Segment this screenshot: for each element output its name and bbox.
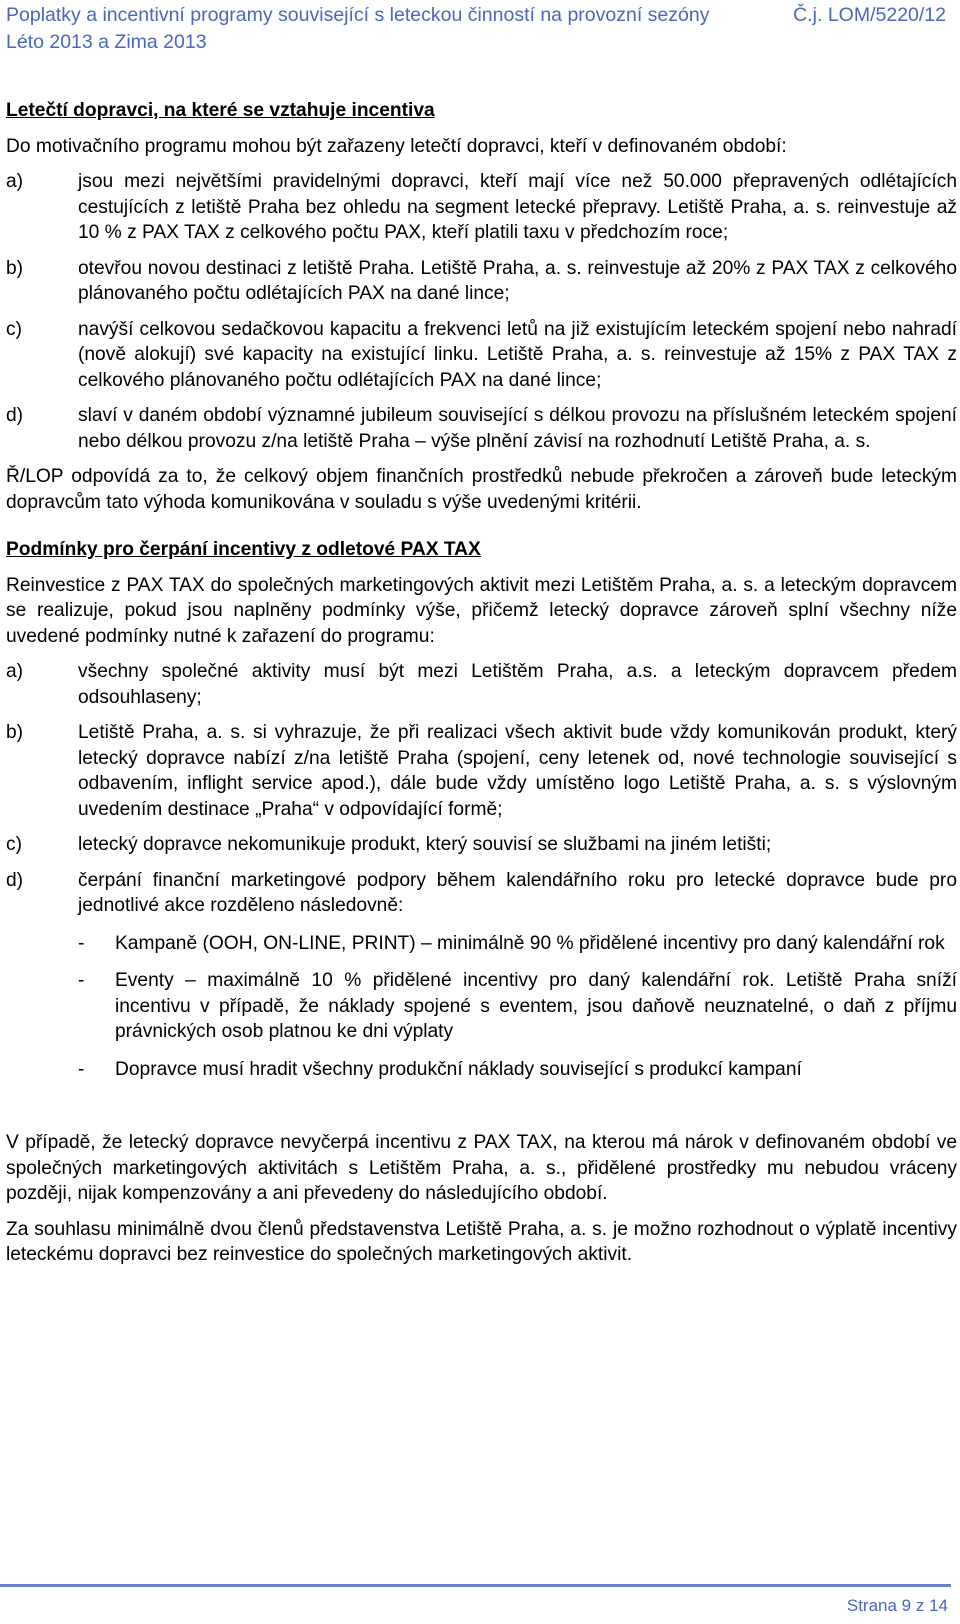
list-item-label: a): [6, 171, 24, 192]
list-item-text: slaví v daném období významné jubileum související s délkou provozu na příslušném leteckém spojení nebo délkou provozu z/na letiště Praha – výše plnění závisí na rozhodnutí Letiště Praha, a. s.: [78, 405, 957, 452]
sub-list-item: [6, 931, 957, 957]
list-item-label: b): [6, 722, 24, 743]
page-content: [6, 98, 957, 1268]
list-item-text: Letiště Praha, a. s. si vyhrazuje, že při realizaci všech aktivit bude vždy komunikován produkt, který letecký dopravce nabízí z/na letiště Praha (spojení, ceny letenek od, nové technologie související s odbavením, inflight service apod.), dále bude vždy umístěno logo Letiště Praha, a. s. s výslovným uvedením destinace „Praha“ v odpovídající formě;: [78, 722, 957, 820]
list-item-label: a): [6, 661, 24, 682]
list-item-label: b): [6, 257, 24, 279]
list-item: [6, 403, 957, 454]
list-item-label: c): [6, 834, 22, 855]
list-item: [6, 169, 957, 246]
list-item-label: d): [6, 405, 24, 426]
list-item: [6, 256, 957, 307]
document-reference: Č.j. LOM/5220/12: [793, 4, 946, 26]
sub-list-text: Eventy – maximálně 10 % přidělené incentivy pro daný kalendářní rok. Letiště Praha sníží incentivu v případě, že náklady spojené s eventem, jsou daňově neuznatelné, o daň z příjmu právnických osob platnou ke dni výplaty: [115, 970, 957, 1042]
list-item-text: čerpání finanční marketingové podpory během kalendářního roku pro letecké dopravce bude pro jednotlivé akce rozděleno následovně:: [78, 869, 957, 916]
sub-list-dash: -: [78, 932, 85, 954]
list-item: [6, 659, 957, 710]
section-title-conditions: Podmínky pro čerpání incentivy z odletové PAX TAX: [6, 539, 481, 560]
sub-list-dash: -: [78, 1058, 85, 1080]
list-item: [6, 832, 957, 858]
list-item-label: c): [6, 318, 22, 340]
sub-list-dash: -: [78, 970, 85, 991]
list-item: [6, 720, 957, 822]
section-intro: Reinvestice z PAX TAX do společných marketingových aktivit mezi Letištěm Praha, a. s. a leteckým dopravcem se realizuje, pokud jsou naplněny podmínky výše, přičemž letecký dopravce zároveň splní všechny níže uvedené podmínky nutné k zařazení do programu:: [6, 574, 957, 647]
sub-list-item: [6, 968, 957, 1045]
document-title: Poplatky a incentivní programy související s leteckou činností na provozní sezóny Léto 2013 a Zima 2013: [6, 4, 710, 53]
list-item-text: otevřou novou destinaci z letiště Praha. Letiště Praha, a. s. reinvestuje až 20% z PAX TAX z celkového plánovaného počtu odlétajících PAX na dané lince;: [78, 257, 957, 304]
footer-divider: [0, 1584, 951, 1587]
list-item-label: d): [6, 869, 24, 891]
paragraph-board-approval: Za souhlasu minimálně dvou členů představenstva Letiště Praha, a. s. je možno rozhodnout o výplatě incentivy leteckému dopravci bez reinvestice do společných marketingových aktivit.: [6, 1218, 957, 1265]
section-closing: Ř/LOP odpovídá za to, že celkový objem finančních prostředků nebude překročen a zároveň bude leteckým dopravcům tato výhoda komunikována v souladu s výše uvedenými kritérii.: [6, 466, 957, 513]
sub-list-text: Dopravce musí hradit všechny produkční náklady související s produkcí kampaní: [115, 1058, 802, 1080]
list-item-text: letecký dopravce nekomunikuje produkt, který souvisí se službami na jiném letišti;: [78, 834, 772, 855]
section-intro: Do motivačního programu mohou být zařazeny letečtí dopravci, kteří v definovaném období:: [6, 135, 787, 157]
section-title-carriers: Letečtí dopravci, na které se vztahuje incentiva: [6, 100, 435, 121]
list-item: [6, 868, 957, 919]
paragraph-unused-incentive: V případě, že letecký dopravce nevyčerpá incentivu z PAX TAX, na kterou má nárok v definovaném období ve společných marketingových aktivitách s Letištěm Praha, a. s., přidělené prostředky mu nebudou vráceny později, nijak kompenzovány a ani převedeny do následujícího období.: [6, 1132, 957, 1204]
list-item-text: jsou mezi největšími pravidelnými dopravci, kteří mají více než 50.000 přepravených odlétajících cestujících z letiště Praha bez ohledu na segment letecké přepravy. Letiště Praha, a. s. reinvestuje až 10 % z PAX TAX z celkového počtu PAX, kteří platili taxu v předchozím roce;: [78, 171, 957, 243]
list-item-text: všechny společné aktivity musí být mezi Letištěm Praha, a.s. a leteckým dopravcem předem odsouhlaseny;: [78, 661, 957, 708]
sub-list-item: [6, 1057, 957, 1083]
list-item: [6, 317, 957, 394]
sub-list-text: Kampaně (OOH, ON-LINE, PRINT) – minimálně 90 % přidělené incentivy pro daný kalendářní rok: [115, 932, 945, 954]
page-header: [6, 2, 946, 60]
list-item-text: navýší celkovou sedačkovou kapacitu a frekvenci letů na již existujícím leteckém spojení nebo nahradí (nově alokují) své kapacity na existující linku. Letiště Praha, a. s. reinvestuje až 15% z PAX TAX z celkového plánovaného počtu odlétajících PAX na dané lince;: [78, 318, 957, 391]
page-number: Strana 9 z 14: [846, 1596, 948, 1615]
